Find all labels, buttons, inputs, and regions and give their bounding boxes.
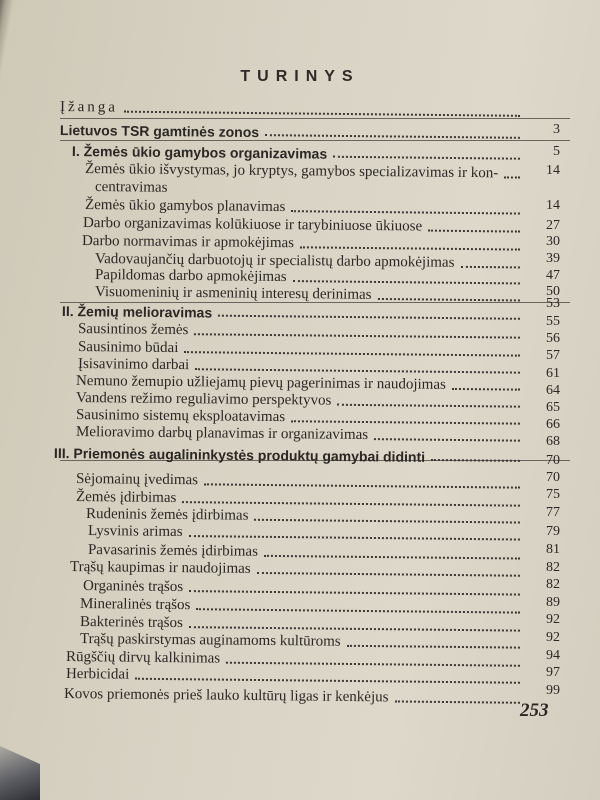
- toc-page-number: 92: [546, 630, 560, 645]
- dot-leader: [226, 662, 520, 667]
- toc-page-number: 79: [546, 524, 560, 539]
- dot-leader: [337, 404, 520, 408]
- toc-page-number: 97: [546, 665, 560, 680]
- page-number: 253: [520, 700, 549, 721]
- toc-entry: [76, 423, 520, 446]
- toc-entry-title: Sausintinos žemės: [77, 321, 189, 339]
- dot-leader: [189, 535, 520, 540]
- toc-entry-title: Įsisavinimo darbai: [77, 356, 190, 374]
- toc-entry-title: Lysvinis arimas: [87, 523, 183, 540]
- toc-page-number: 66: [546, 417, 560, 432]
- dot-leader: [265, 134, 520, 139]
- toc-page-number: 75: [546, 487, 560, 502]
- toc-entry: [66, 665, 520, 688]
- toc-page-number: 81: [546, 542, 560, 557]
- toc-entry-title: Trąšų paskirstymas auginamoms kultūroms: [79, 631, 341, 650]
- toc-page-number: 56: [546, 331, 560, 346]
- toc-entry-title: Lietuvos TSR gamtinės zonos: [59, 122, 260, 141]
- toc-entry-title: Darbo organizavimas kolūkiuose ir tarybiniuose ūkiuose: [82, 215, 423, 235]
- toc-page-number: 47: [546, 268, 560, 283]
- toc-page-number: 99: [546, 683, 560, 698]
- dot-leader: [291, 420, 520, 424]
- toc-page-number: 14: [546, 198, 560, 213]
- toc-entry-title: Žemės ūkio išvystymas, jo kryptys, gamybos specializavimas ir kon-: [84, 161, 499, 182]
- dot-leader: [196, 608, 520, 613]
- toc-page-number: 39: [546, 251, 560, 266]
- toc-page-number: 89: [546, 595, 560, 610]
- toc-entry-title: Sausinimo būdai: [77, 339, 179, 357]
- dot-leader: [124, 111, 520, 117]
- toc-entry-title: III. Priemonės augalininkystės produktų gamybai didinti: [53, 445, 426, 465]
- toc-entry-title: Rudeninis žemės įdirbimas: [85, 506, 249, 524]
- toc-entry-title: centravimas: [94, 179, 168, 196]
- background-object: [0, 740, 40, 800]
- dot-leader: [300, 246, 520, 250]
- toc-page-number: 50: [546, 284, 560, 299]
- toc-page-number: 57: [546, 348, 560, 363]
- toc-entry-title: Žemės ūkio gamybos planavimas: [84, 197, 286, 216]
- toc-page-number: 64: [546, 383, 560, 398]
- dot-leader: [264, 555, 520, 560]
- toc-entry-title: Mineralinės trąšos: [79, 596, 191, 614]
- toc-entry-title: Herbicidai: [65, 666, 130, 683]
- toc-entry-title: Įžanga: [59, 99, 119, 116]
- dot-leader: [428, 230, 520, 233]
- toc-page-number: 61: [546, 366, 560, 381]
- toc-entry-title: Kovos priemonės prieš lauko kultūrų ligas ir kenkėjus: [63, 686, 389, 706]
- toc-entry-title: Vadovaujančių darbuotojų ir specialistų darbo apmokėjimas: [94, 251, 455, 271]
- toc-page-number: 14: [546, 163, 560, 178]
- toc-entry-title: Rūgščių dirvų kalkinimas: [65, 649, 221, 667]
- dot-leader: [293, 280, 520, 284]
- toc-page-number: 53: [546, 296, 560, 311]
- toc-entry-title: Melioravimo darbų planavimas ir organizavimas: [75, 424, 369, 444]
- dot-leader: [377, 298, 519, 301]
- dot-leader: [194, 333, 520, 338]
- dot-leader: [504, 176, 520, 178]
- toc-entry-title: Bakterinės trąšos: [79, 614, 183, 632]
- toc-entry-title: II. Žemių melioravimas: [61, 303, 213, 321]
- dot-leader: [189, 590, 520, 595]
- toc-page-number: 27: [546, 218, 560, 233]
- toc-entry-title: Vandens režimo reguliavimo perspektyvos: [75, 390, 332, 409]
- dot-leader: [431, 459, 520, 462]
- dot-leader: [460, 266, 520, 269]
- toc-entry-title: Trąšų kaupimas ir naudojimas: [69, 559, 251, 577]
- toc-page-number: 5: [553, 144, 560, 159]
- toc-page-number: 68: [546, 434, 560, 449]
- toc-page-number: 30: [546, 234, 560, 249]
- toc-page-number: 82: [546, 577, 560, 592]
- toc-entry-title: Nemuno žemupio užliejamų pievų pagerinimas ir naudojimas: [75, 373, 446, 393]
- toc-entry-title: Sausinimo sistemų eksploatavimas: [75, 407, 286, 426]
- toc-entry-title: Visuomeninių ir asmeninių interesų derinimas: [94, 284, 372, 303]
- dot-leader: [135, 678, 520, 684]
- toc-entry-title: Pavasarinis žemės įdirbimas: [87, 542, 259, 560]
- toc-entry-title: I. Žemės ūkio gamybos organizavimas: [71, 143, 328, 162]
- toc-entry: [64, 685, 520, 708]
- dot-leader: [218, 315, 520, 320]
- toc-page-number: 55: [546, 314, 560, 329]
- toc-page-number: 70: [546, 453, 560, 468]
- toc-page-number: 70: [546, 470, 560, 485]
- toc-entry-title: Darbo normavimas ir apmokėjimas: [81, 233, 295, 252]
- dot-leader: [452, 388, 520, 391]
- dot-leader: [257, 572, 520, 577]
- toc-entry-title: Organinės trąšos: [82, 578, 184, 596]
- toc-entry-title: Žemės įdirbimas: [75, 489, 177, 507]
- toc-page-number: 65: [546, 400, 560, 415]
- toc-entry: [54, 443, 520, 466]
- dot-leader: [204, 483, 520, 488]
- page-title: TURINYS: [240, 68, 360, 85]
- toc-page-number: 92: [546, 612, 560, 627]
- toc-page-number: 77: [546, 505, 560, 520]
- dot-leader: [374, 438, 520, 442]
- dot-leader: [333, 156, 520, 160]
- dot-leader: [394, 700, 519, 703]
- dot-leader: [254, 519, 520, 524]
- toc-page-number: 3: [553, 122, 560, 137]
- dot-leader: [291, 210, 520, 214]
- toc-entry-title: Sėjomainų įvedimas: [75, 471, 199, 489]
- dot-leader: [347, 645, 520, 649]
- toc-page-number: 82: [546, 560, 560, 575]
- toc-page-number: 94: [546, 648, 560, 663]
- toc-entry-title: Papildomas darbo apmokėjimas: [94, 267, 287, 286]
